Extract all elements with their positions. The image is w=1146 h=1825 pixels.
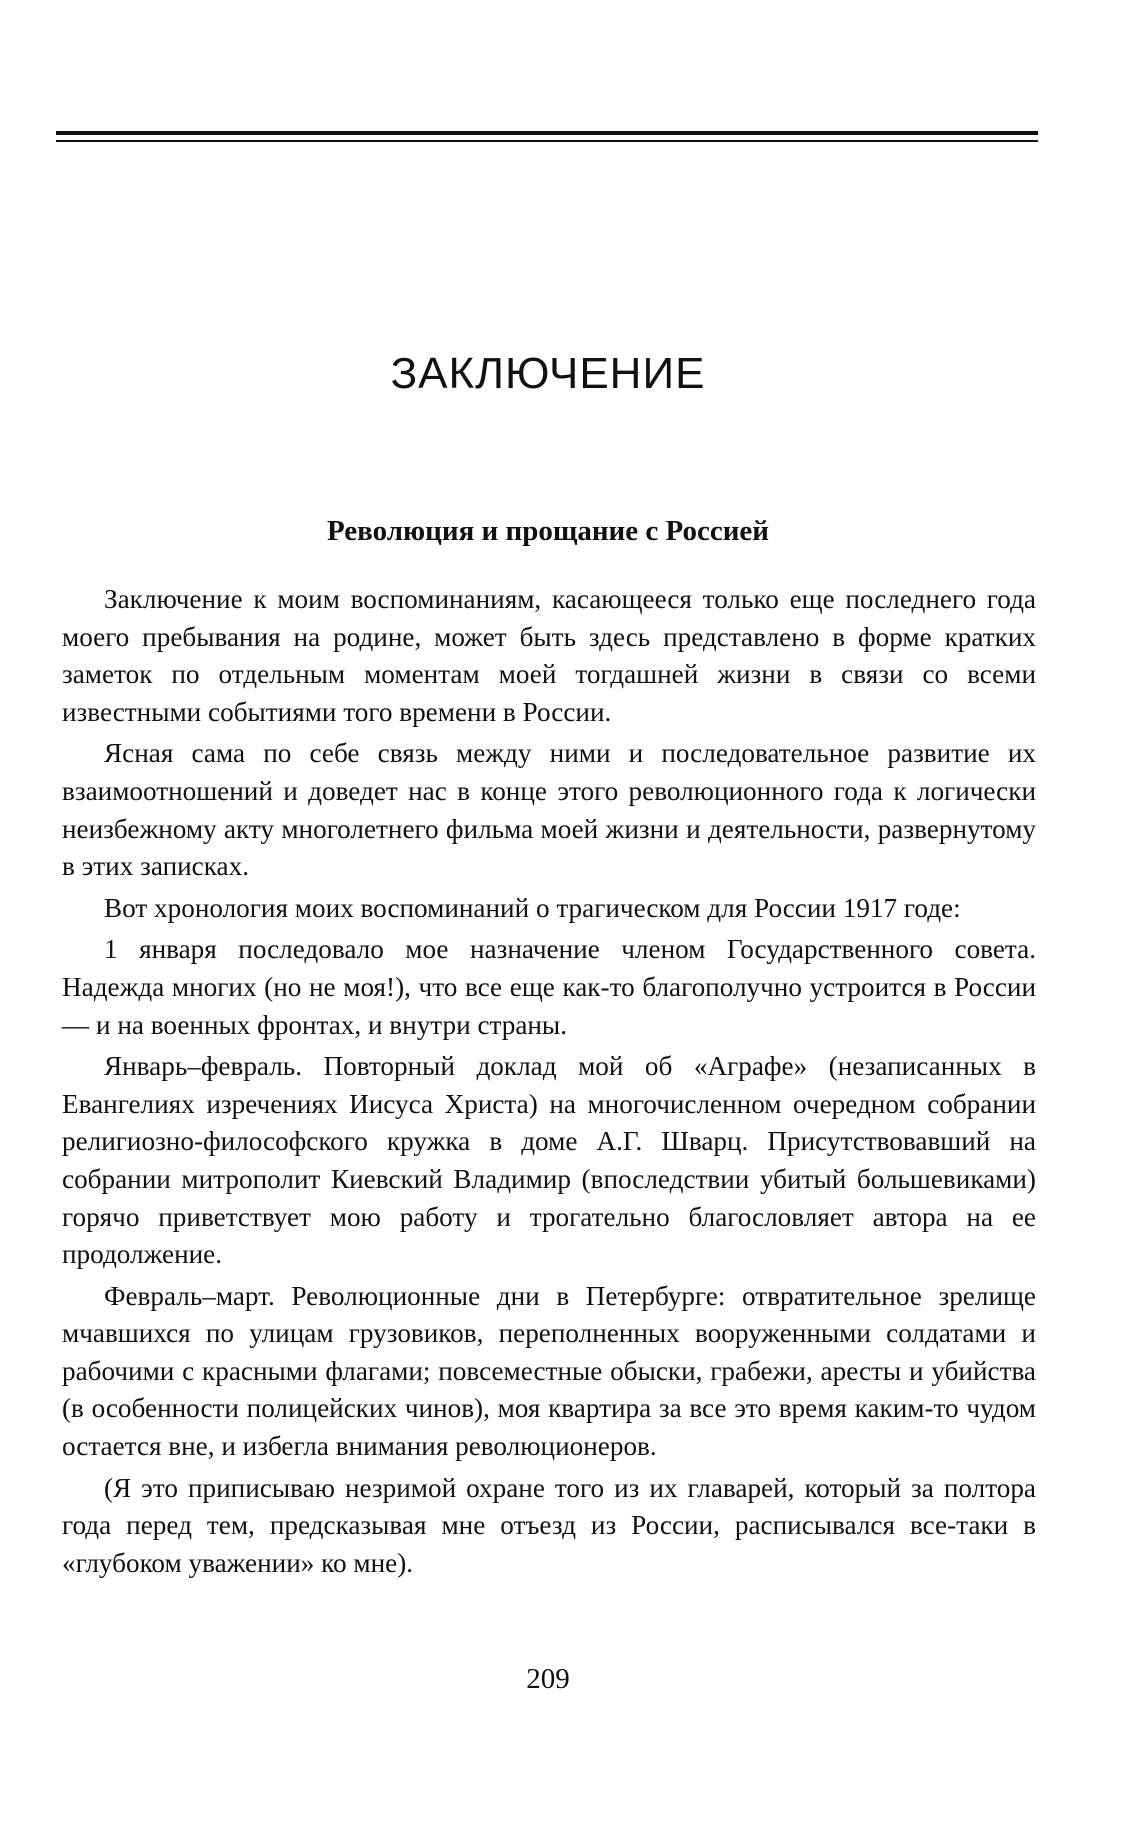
chapter-title: ЗАКЛЮЧЕНИЕ [390,349,706,398]
paragraph: 1 января последовало мое назначение членом Государственного совета. Надежда многих (но не моя!), что все еще как-то благополучно устроится в России — и на военных фронтах, и внутри страны. [62,934,1036,1040]
page-number: 209 [526,1663,570,1695]
paragraph: Январь–февраль. Повторный доклад мой об «Аграфе» (незаписанных в Евангелиях изречениях Иисуса Христа) на многочисленном очередном собрании религиозно-философского кружка в доме А.Г. Шварц. Присутствовавший на собрании митрополит Киевский Владимир (впоследствии убитый большевиками) горячо приветствует мою работу и трогательно благословляет автора на ее продолжение. [62,1051,1036,1270]
paragraph: Заключение к моим воспоминаниям, касающееся только еще последнего года моего пребывания на родине, может быть здесь представлено в форме кратких заметок по отдельным моментам моей тогдашней жизни в связи со всеми известными событиями того времени в России. [62,584,1036,727]
paragraph: (Я это приписываю незримой охране того из их главарей, который за полтора года перед тем, предсказывая мне отъезд из России, расписывался все-таки в «глубоком уважении» ко мне). [62,1472,1036,1578]
section-title: Революция и прощание с Россией [326,515,770,547]
paragraph: Февраль–март. Революционные дни в Петербурге: отвратительное зрелище мчавшихся по улицам грузовиков, переполненных вооруженными солдатами и рабочими с красными флагами; повсеместные обыски, грабежи, аресты и убийства (в особенности полицейских чинов), моя квартира за все это время каким-то чудом остается вне, и избегла внимания революционеров. [62,1280,1036,1462]
header-rule-thin [56,140,1038,142]
paragraph: Вот хронология моих воспоминаний о трагическом для России 1917 годе: [104,892,961,923]
body-text [62,581,1036,1586]
header-rule-thick [56,131,1038,135]
paragraph: Ясная сама по себе связь между ними и последовательное развитие их взаимоотношений и доведет нас в конце этого революционного года к логически неизбежному акту многолетнего фильма моей жизни и деятельности, развернутому в этих записках. [62,738,1036,882]
